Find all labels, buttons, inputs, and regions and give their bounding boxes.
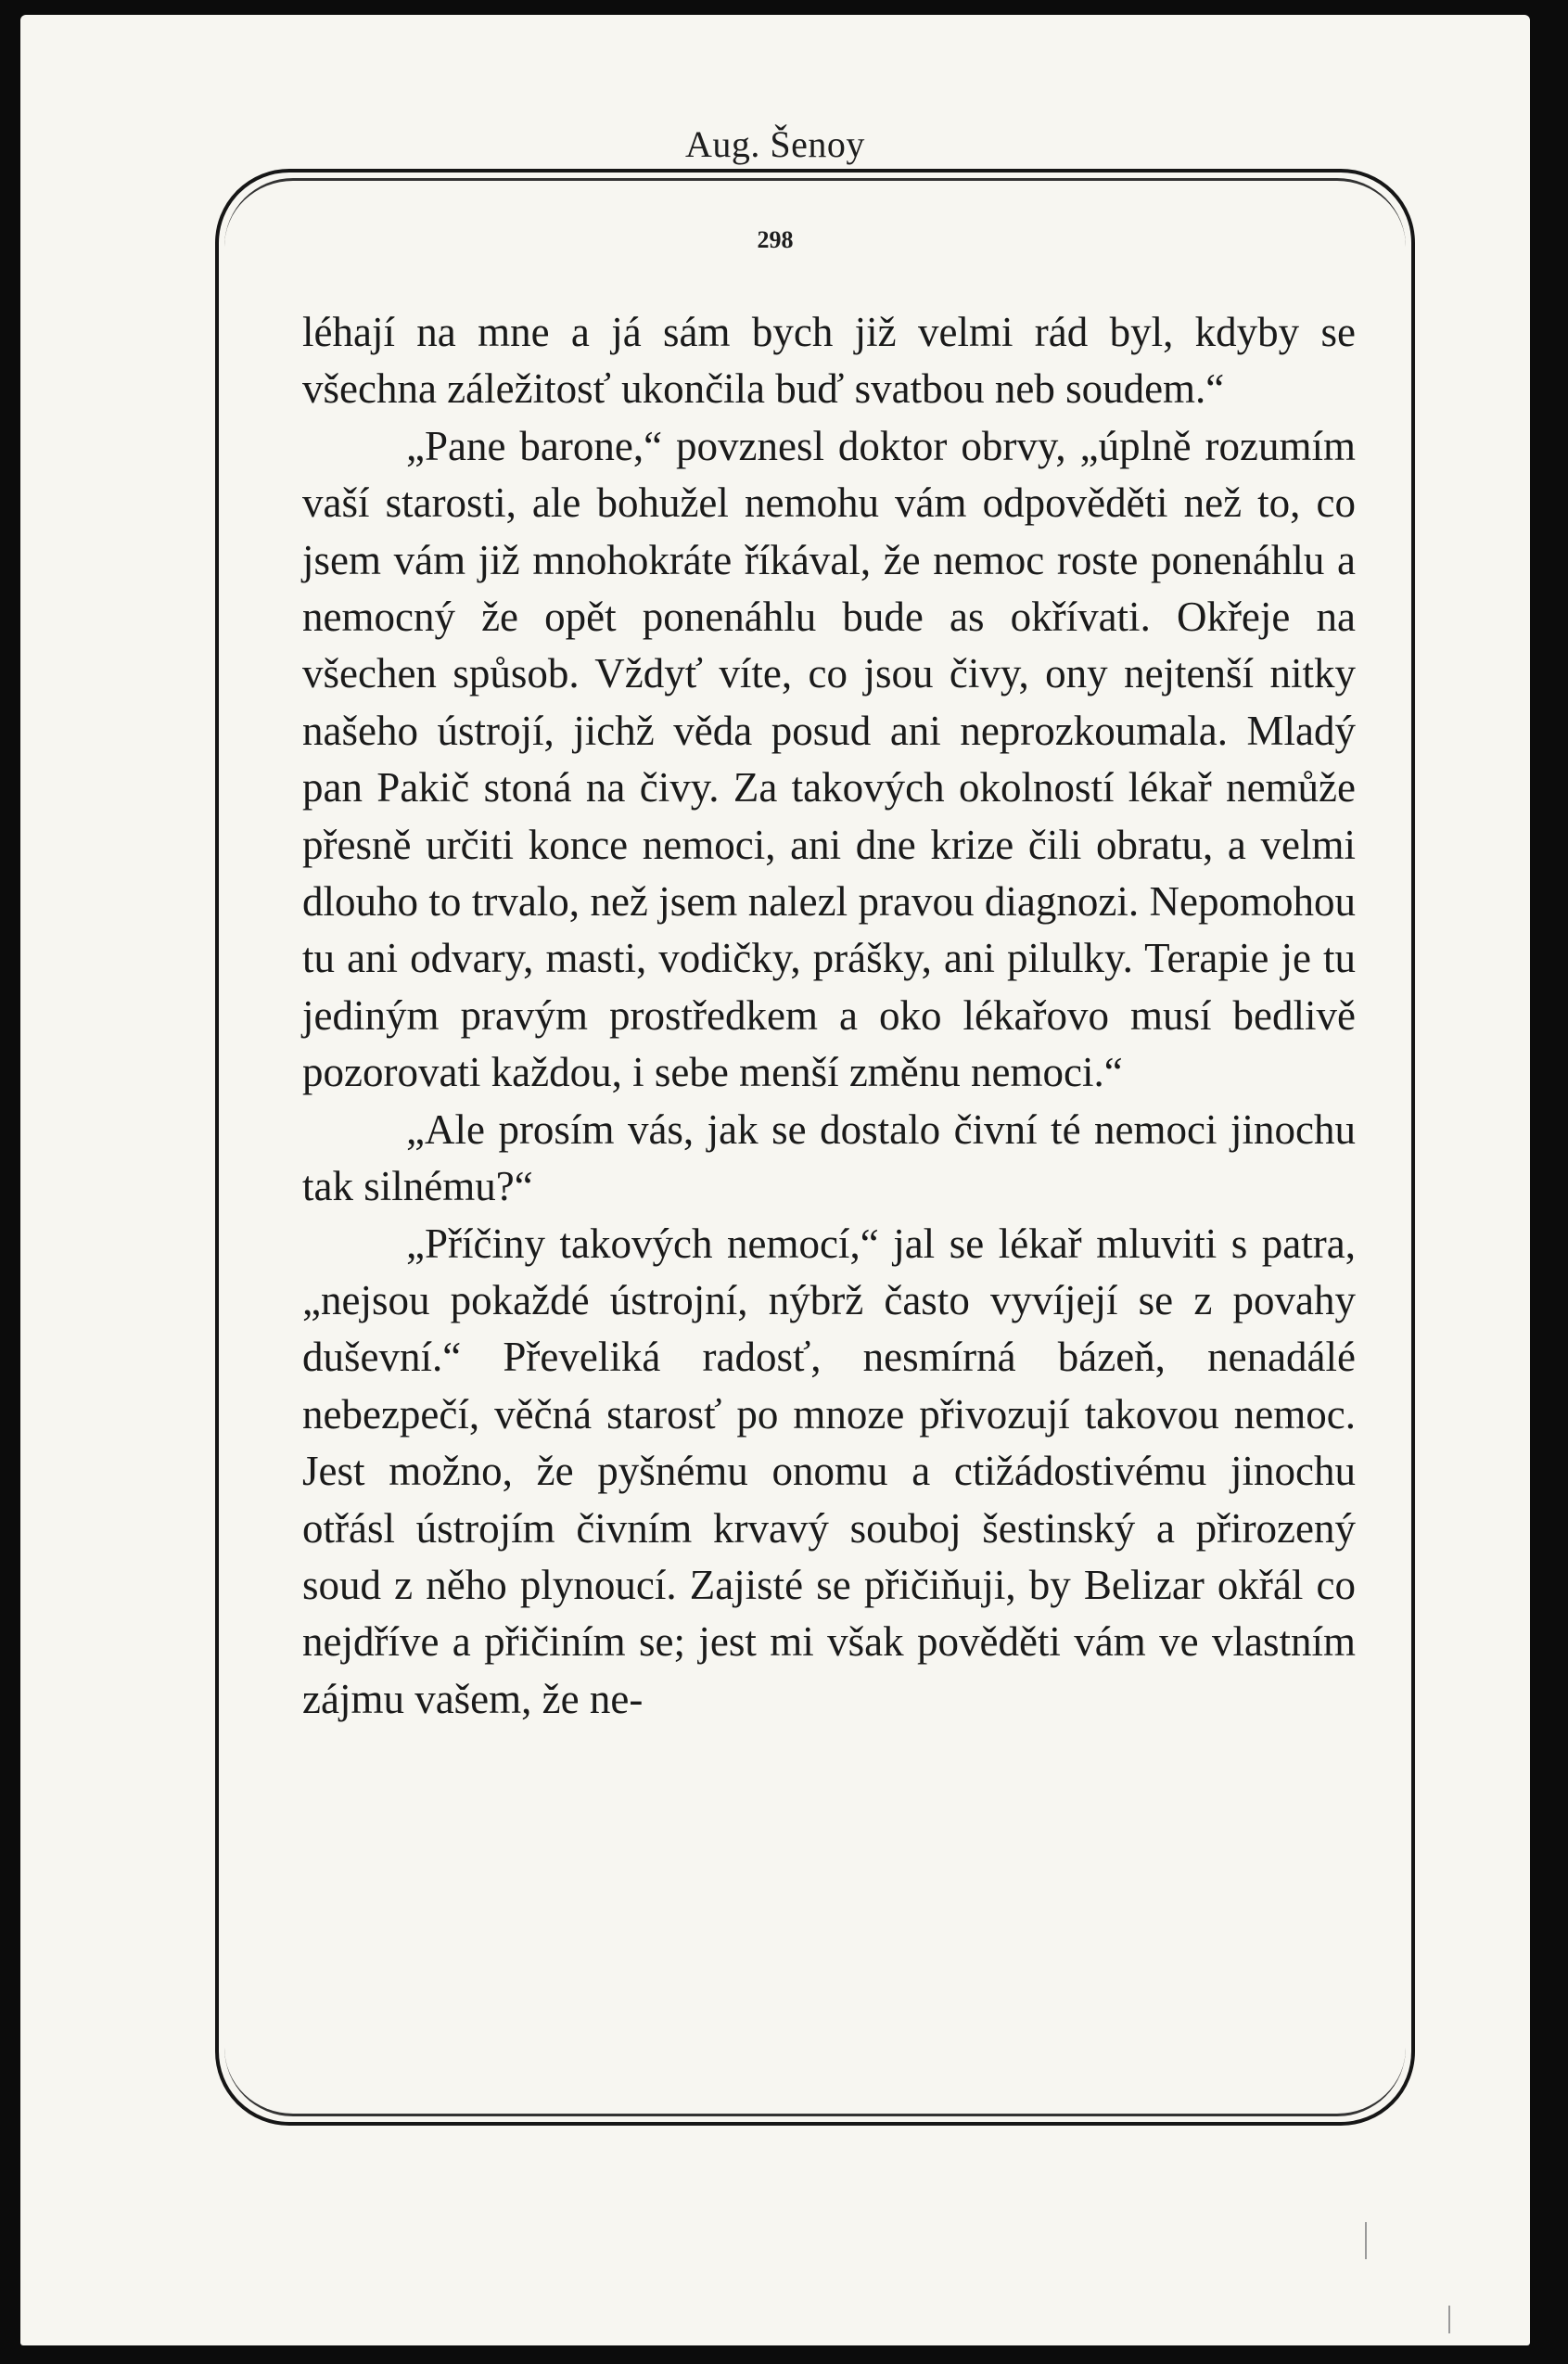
paragraph: „Pane barone,“ povznesl doktor obrvy, „úplně rozumím vaší starosti, ale bohužel nemohu vám odpověděti než to, co jsem vám již mnohokráte říkával, že nemoc roste ponenáhlu a nemocný že opět ponenáhlu bude as okřívati. Okřeje na všechen spůsob. Vždyť víte, co jsou čivy, ony nejtenší nitky našeho ústrojí, jichž věda posud ani neprozkoumala. Mladý pan Pakič stoná na čivy. Za takových okolností lékař nemůže přesně určiti konce nemoci, ani dne krize čili obratu, a velmi dlouho to trvalo, než jsem nalezl pravou diagnozi. Nepomohou tu ani odvary, masti, vodičky, prášky, ani pilulky. Terapie je tu jediným pravým prostředkem a oko lékařovo musí bedlivě pozorovati každou, i sebe menší změnu nemoci.“: [302, 422, 1356, 1096]
book-page: [20, 15, 1530, 2345]
scan-mark: [1365, 2222, 1367, 2259]
scan-mark: [1448, 2306, 1450, 2333]
paragraph: „Příčiny takových nemocí,“ jal se lékař mluviti s patra, „nejsou pokaždé ústrojní, nýbrž často vyvíjejí se z povahy duševní.“ Převeliká radosť, nesmírná bázeň, nenadálé nebezpečí, věčná starosť po mnoze přivozují takovou nemoc. Jest možno, že pyšnému onomu a ctižádostivému jinochu otřásl ústrojím čivním krvavý souboj šestinský a přirozený soud z něho plynoucí. Zajisté se přičiňuji, by Belizar okřál co nejdříve a přičiním se; jest mi však pověděti vám ve vlastním zájmu vašem, že ne-: [302, 1220, 1356, 1722]
body-text: [302, 304, 1356, 1728]
running-header-author: Aug. Šenoy: [685, 123, 865, 165]
page-number: 298: [757, 226, 794, 253]
paragraph: léhají na mne a já sám bych již velmi rád byl, kdyby se všechna záležitosť ukončila buď svatbou neb soudem.“: [302, 309, 1356, 413]
paragraph: „Ale prosím vás, jak se dostalo čivní té nemoci jinochu tak silnému?“: [302, 1105, 1356, 1210]
